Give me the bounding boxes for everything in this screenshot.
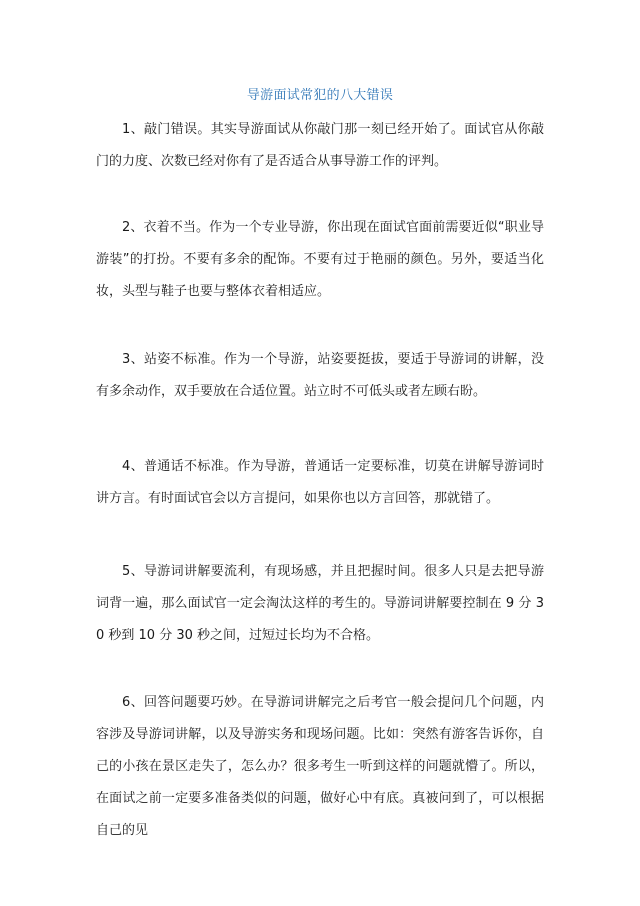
paragraph-knocking-error: 1、敲门错误。其实导游面试从你敲门那一刻已经开始了。面试官从你敲门的力度、次数已经对你有了是否适合从事导游工作的评判。 [96, 122, 544, 169]
paragraph-guide-speech: 5、导游词讲解要流利，有现场感，并且把握时间。很多人只是去把导游词背一遍，那么面试官一定会淘汰这样的考生的。导游词讲解要控制在 9 分 30 秒到 10 分 30 秒之间，过短过长均为不合格。 [96, 564, 544, 643]
paragraph-posture-error: 3、站姿不标准。作为一个导游，站姿要挺拔，要适于导游词的讲解，没有多余动作，双手要放在合适位置。站立时不可低头或者左顾右盼。 [96, 352, 544, 399]
document-title: 导游面试常犯的八大错误 [246, 88, 394, 103]
paragraph-mandarin-error: 4、普通话不标准。作为导游，普通话一定要标准，切莫在讲解导游词时讲方言。有时面试官会以方言提问，如果你也以方言回答，那就错了。 [96, 459, 544, 506]
paragraph-attire-error: 2、衣着不当。作为一个专业导游，你出现在面试官面前需要近似“职业导游装”的打扮。不要有多余的配饰。不要有过于艳丽的颜色。另外，要适当化妆，头型与鞋子也要与整体衣着相适应。 [96, 220, 544, 299]
paragraph-answering-questions: 6、回答问题要巧妙。在导游词讲解完之后考官一般会提问几个问题，内容涉及导游词讲解，以及导游实务和现场问题。比如：突然有游客告诉你，自己的小孩在景区走失了，怎么办？很多考生一听到这样的问题就懵了。所以，在面试之前一定要多准备类似的问题，做好心中有底。真被问到了，可以根据自己的见 [96, 695, 544, 838]
